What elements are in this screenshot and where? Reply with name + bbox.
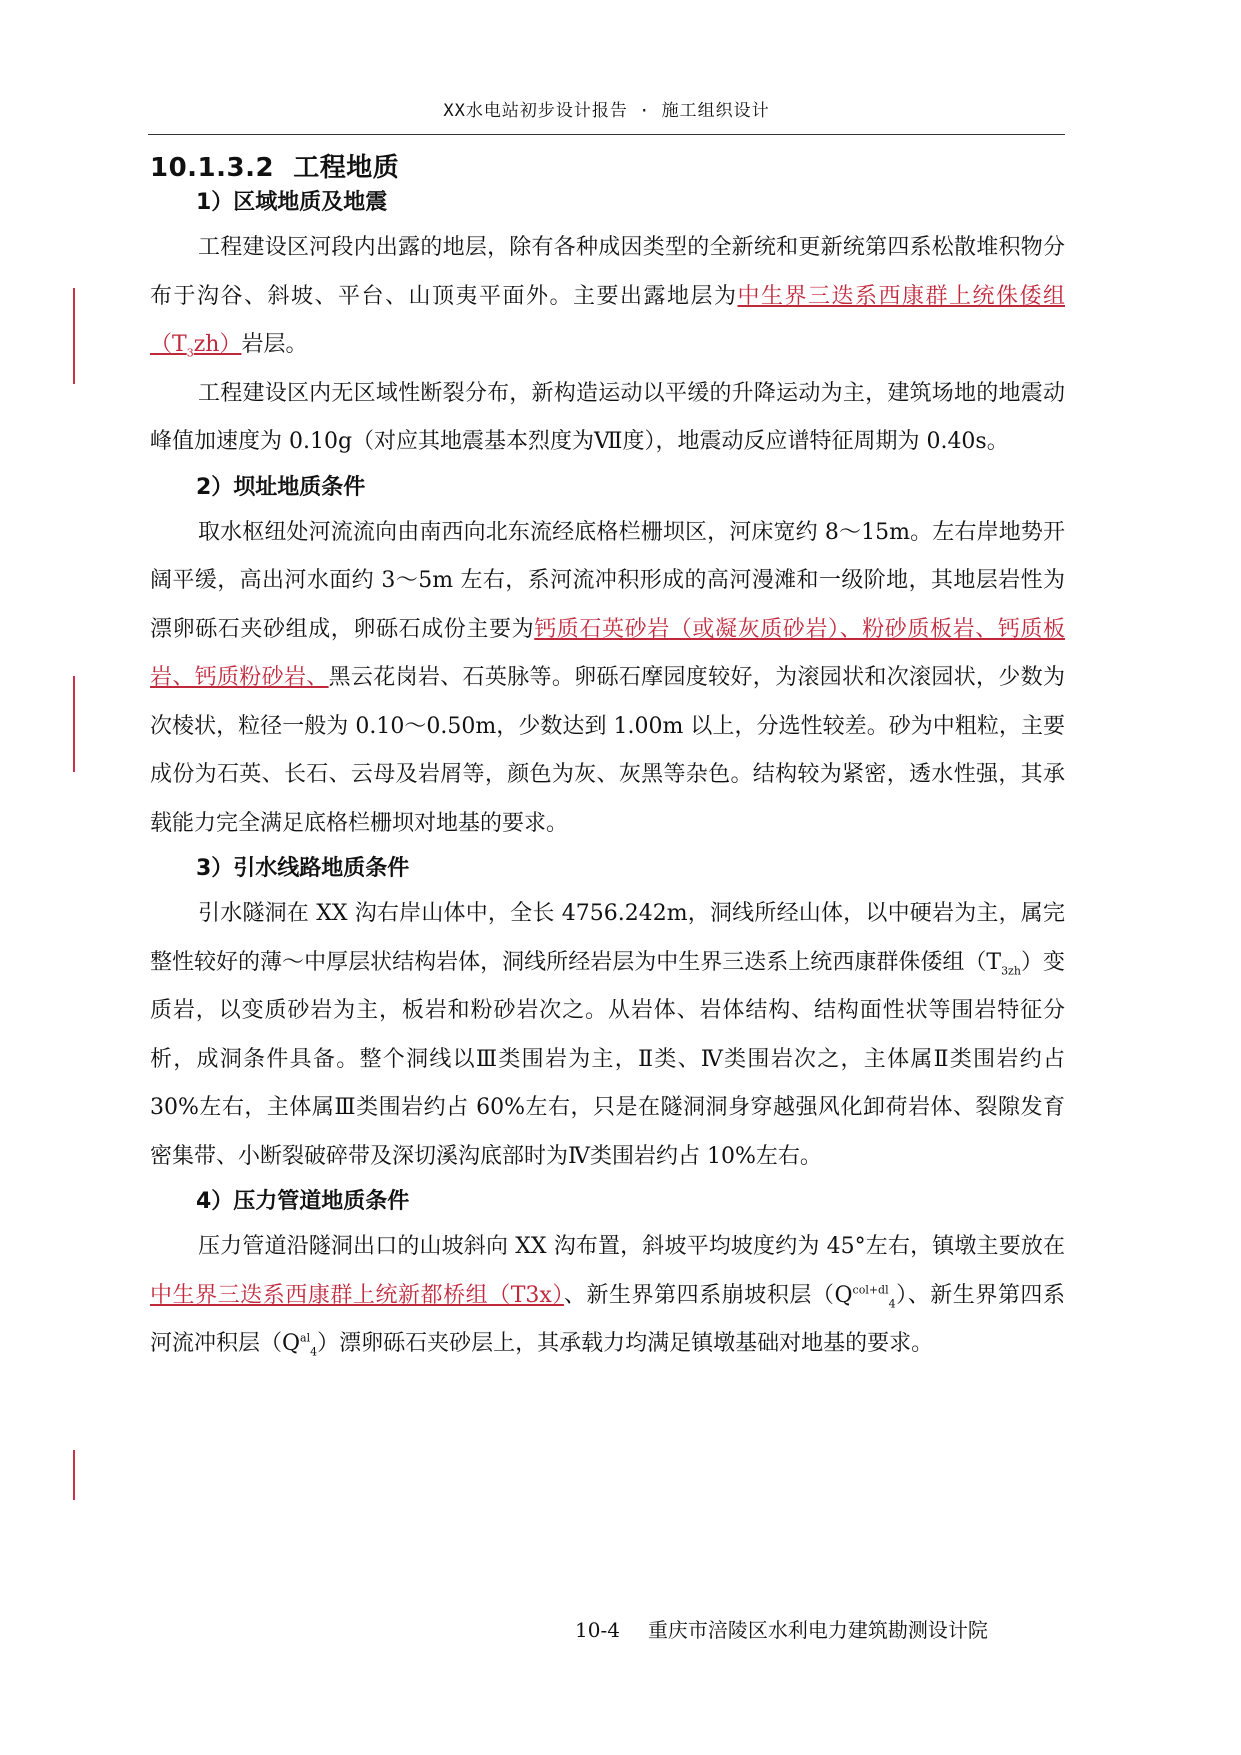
subscript: 4 — [310, 1345, 318, 1359]
subsection-heading-2: 2）坝址地质条件 — [196, 474, 366, 500]
section-number: 10.1.3.2 — [150, 153, 275, 183]
document-body — [150, 150, 1065, 1369]
paragraph-diversion-line — [150, 890, 1065, 1181]
paragraph-text: 引水隧洞在 XX 沟右岸山体中，全长 4756.242m，洞线所经山体，以中硬岩为主，属完整性较好的薄～中厚层状结构岩体，洞线所经岩层为中生界三迭系上统西康群侏倭组（T — [150, 901, 1065, 975]
revised-text-part: 中生界三迭系西康群上统侏倭组（T — [150, 283, 1065, 357]
paragraph-dam-site — [150, 509, 1065, 849]
change-bar — [73, 676, 75, 772]
page-number: 10-4 — [575, 1618, 620, 1642]
paragraph-text: 压力管道沿隧洞出口的山坡斜向 XX 沟布置，斜坡平均坡度约为 45°左右，镇墩主要放在 — [198, 1234, 1065, 1259]
subscript: 3zh — [1001, 963, 1021, 977]
superscript: col+dl — [852, 1283, 889, 1297]
paragraph-text: ）、新生界第四系河流冲积层（Q — [150, 1282, 1065, 1356]
change-bar — [73, 288, 75, 384]
paragraph-text: ）漂卵砾石夹砂层上，其承载力均满足镇墩基础对地基的要求。 — [317, 1331, 934, 1356]
paragraph-text: 、新生界第四系崩坡积层（Q — [563, 1282, 853, 1308]
page-footer — [575, 1614, 1016, 1643]
header-title: XX水电站初步设计报告 · 施工组织设计 — [443, 101, 770, 121]
paragraph-text: ）变质岩，以变质砂岩为主，板岩和粉砂岩次之。从岩体、岩体结构、结构面性状等围岩特征分析，成洞条件具备。整个洞线以Ⅲ类围岩为主，Ⅱ类、Ⅳ类围岩次之，主体属Ⅱ类围岩约占 30%左右，主体属Ⅲ类围岩约占 60%左右，只是在隧洞洞身穿越强风化卸荷岩体、裂隙发育密集带、小断裂破碎带及深切溪沟底部时为Ⅳ类围岩约占 10%左右。 — [150, 949, 1065, 1169]
section-heading — [150, 150, 1065, 186]
paragraph-regional-geology — [150, 224, 1065, 370]
revised-text: 钙质石英砂岩（或凝灰质砂岩）、粉砂质板岩、钙质板岩、钙质粉砂岩、 — [150, 616, 1065, 690]
paragraph-text: 岩层。 — [241, 332, 308, 357]
subscript: 4 — [888, 1296, 896, 1310]
revised-text: 中生界三迭系西康群上统新都桥组（T3x） — [150, 1282, 564, 1308]
paragraph-penstock — [150, 1223, 1065, 1369]
section-title: 工程地质 — [293, 153, 400, 183]
superscript: al — [300, 1331, 311, 1345]
revised-text-part: zh） — [193, 332, 242, 357]
paragraph-text: 取水枢纽处河流流向由南西向北东流经底格栏栅坝区，河床宽约 8～15m。左右岸地势开阔平缓，高出河水面约 3～5m 左右，系河流冲积形成的高河漫滩和一级阶地，其地层岩性为漂卵砾石夹砂组成，卵砾石成份主要为 — [150, 519, 1065, 642]
subsection-heading-4: 4）压力管道地质条件 — [196, 1189, 410, 1214]
footer-organization: 重庆市涪陵区水利电力建筑勘测设计院 — [647, 1618, 988, 1642]
paragraph-text: 工程建设区河段内出露的地层，除有各种成因类型的全新统和更新统第四系松散堆积物分布于沟谷、斜坡、平台、山顶夷平面外。主要出露地层为 — [150, 235, 1065, 309]
paragraph-text: 黑云花岗岩、石英脉等。卵砾石摩园度较好，为滚园状和次滚园状，少数为次棱状，粒径一般为 0.10～0.50m，少数达到 1.00m 以上，分选性较差。砂为中粗粒，主要成份为石英、长石、云母及岩屑等，颜色为灰、灰黑等杂色。结构较为紧密，透水性强，其承载能力完全满足底格栏栅坝对地基的要求。 — [150, 665, 1065, 836]
subsection-heading-3: 3）引水线路地质条件 — [196, 856, 410, 881]
subsection-heading-1: 1）区域地质及地震 — [196, 190, 388, 215]
change-bar — [73, 1450, 75, 1500]
subscript: 3 — [186, 346, 194, 360]
paragraph-seismic: 工程建设区内无区域性断裂分布，新构造运动以平缓的升降运动为主，建筑场地的地震动峰值加速度为 0.10g（对应其地震基本烈度为Ⅶ度），地震动反应谱特征周期为 0.40s。 — [150, 380, 1065, 454]
page-header — [148, 96, 1065, 135]
